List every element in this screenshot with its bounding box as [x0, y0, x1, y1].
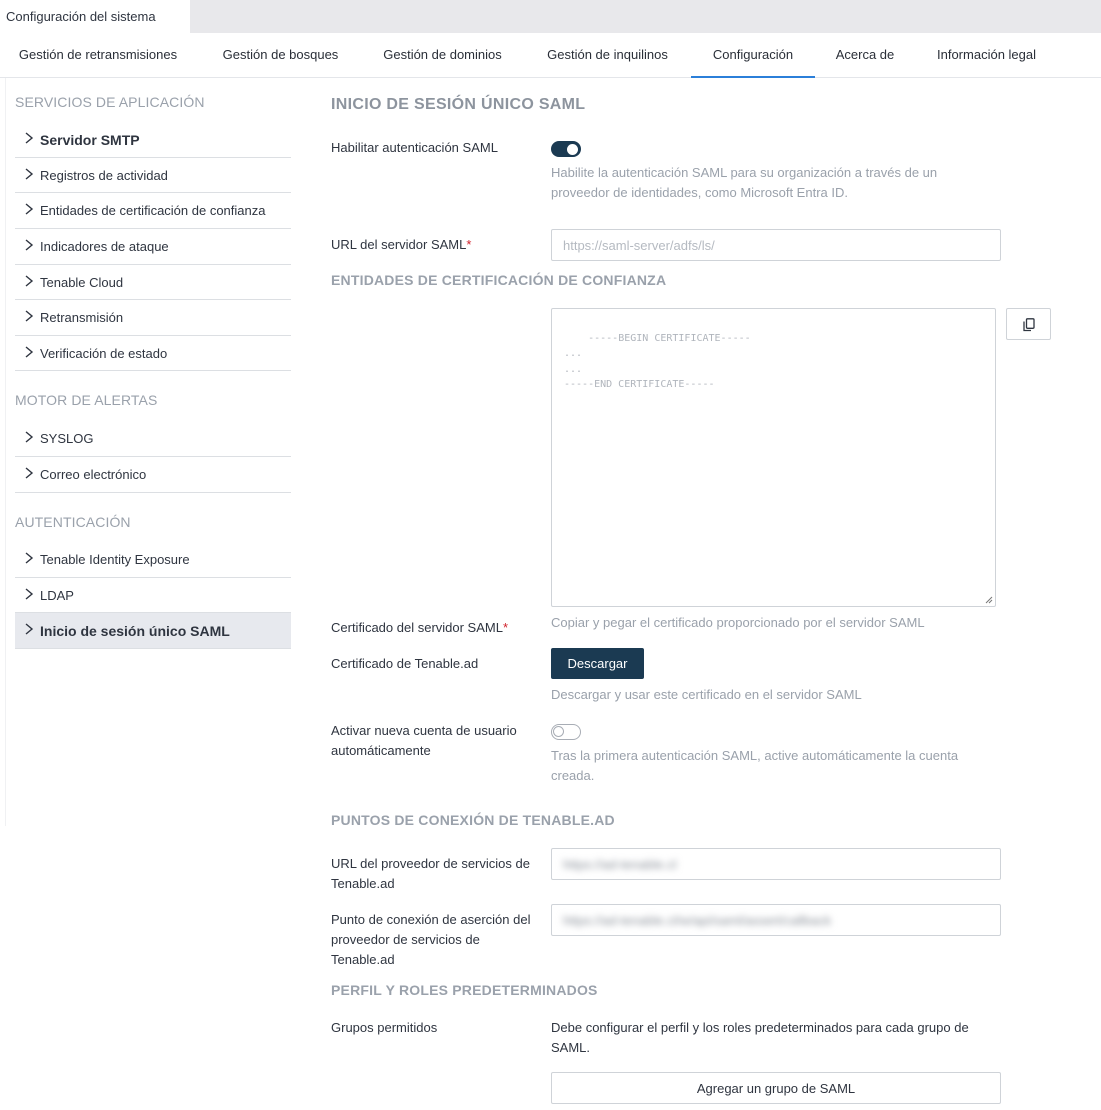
download-certificate-button[interactable]: Descargar	[551, 648, 644, 679]
trusted-cas-section-title: ENTIDADES DE CERTIFICACIÓN DE CONFIANZA	[331, 272, 667, 288]
auto-activate-label: Activar nueva cuenta de usuario automáticamente	[331, 723, 517, 758]
resize-grip-icon[interactable]	[985, 596, 993, 604]
sidebar-section-title: SERVICIOS DE APLICACIÓN	[15, 94, 205, 110]
toggle-knob	[567, 144, 578, 155]
tab-label: Configuración	[712, 47, 794, 62]
sidebar-item-activity-logs[interactable]	[15, 158, 291, 193]
tenable-certificate-help: Descargar y usar este certificado en el servidor SAML	[551, 687, 862, 702]
tab-label: Gestión de retransmisiones	[18, 47, 178, 62]
tab-label: Gestión de inquilinos	[547, 47, 668, 62]
label-text: Certificado del servidor SAML	[331, 620, 503, 635]
sidebar-item-label: Registros de actividad	[40, 168, 168, 183]
sidebar-item-saml-sso[interactable]	[15, 613, 291, 649]
sidebar-item-label: Tenable Cloud	[40, 275, 124, 290]
tab-label: Gestión de bosques	[222, 47, 339, 62]
chevron-right-icon	[23, 430, 35, 444]
input-value: https://ad-tenable.cl	[563, 857, 677, 872]
left-edge-divider	[0, 78, 6, 826]
sidebar-item-label: Servidor SMTP	[40, 132, 140, 148]
auto-activate-help: Tras la primera autenticación SAML, active automáticamente la cuenta creada.	[551, 748, 959, 783]
auto-activate-toggle[interactable]	[551, 724, 581, 740]
tab-configuration[interactable]	[691, 33, 815, 78]
sidebar-item-attack-indicators[interactable]	[15, 229, 291, 265]
sidebar-item-email[interactable]	[15, 457, 291, 493]
profile-roles-section-title: PERFIL Y ROLES PREDETERMINADOS	[331, 982, 598, 998]
chevron-right-icon	[23, 274, 35, 288]
sidebar-item-trusted-cas[interactable]	[15, 193, 291, 229]
input-value: https://ad-tenable.cl/w/api/saml/assert/callback	[563, 913, 832, 928]
enable-saml-help: Habilite la autenticación SAML para su organización a través de un proveedor de identidades, como Microsoft Entra ID.	[551, 165, 938, 200]
copy-certificate-button[interactable]	[1006, 308, 1051, 340]
endpoints-section-title: PUNTOS DE CONEXIÓN DE TENABLE.AD	[331, 812, 615, 828]
tab-label: Gestión de dominios	[383, 47, 502, 62]
textarea-placeholder: -----BEGIN CERTIFICATE----- ... ... -----END CERTIFICATE-----	[564, 332, 751, 390]
sidebar-item-label: SYSLOG	[40, 431, 94, 446]
acs-url-label: Punto de conexión de aserción del proveedor de servicios de Tenable.ad	[331, 912, 531, 967]
saml-certificate-label	[331, 618, 508, 638]
tab-label: Acerca de	[835, 47, 895, 62]
sidebar-item-label: LDAP	[40, 588, 74, 603]
sidebar-section-title: AUTENTICACIÓN	[15, 514, 131, 530]
top-nav	[0, 33, 1101, 78]
sidebar-item-ldap[interactable]	[15, 578, 291, 613]
tab-domain-management[interactable]	[367, 33, 518, 78]
tab-tenant-management[interactable]	[530, 33, 685, 78]
chevron-right-icon	[23, 202, 35, 216]
chevron-right-icon	[23, 238, 35, 252]
sidebar-item-label: Tenable Identity Exposure	[40, 552, 190, 567]
tab-legal-information[interactable]	[920, 33, 1053, 78]
sp-url-input[interactable]	[551, 848, 1001, 880]
sidebar-item-smtp-server[interactable]	[15, 122, 291, 158]
required-mark: *	[502, 620, 509, 635]
chevron-right-icon	[23, 551, 35, 565]
toggle-knob	[553, 726, 564, 737]
chevron-right-icon	[23, 345, 35, 359]
input-placeholder: https://saml-server/adfs/ls/	[563, 238, 715, 253]
window-title-tab[interactable]	[0, 0, 190, 33]
sidebar-item-label: Indicadores de ataque	[40, 239, 169, 254]
acs-url-input[interactable]	[551, 904, 1001, 936]
sidebar-item-syslog[interactable]	[15, 421, 291, 457]
chevron-right-icon	[23, 622, 35, 636]
page-title: INICIO DE SESIÓN ÚNICO SAML	[331, 96, 586, 113]
saml-certificate-textarea[interactable]	[551, 308, 996, 607]
enable-saml-toggle[interactable]	[551, 141, 581, 157]
sidebar-item-tenable-identity-exposure[interactable]	[15, 542, 291, 578]
allowed-groups-label: Grupos permitidos	[331, 1020, 438, 1035]
allowed-groups-help: Debe configurar el perfil y los roles predeterminados para cada grupo de SAML.	[551, 1020, 969, 1055]
tab-label: Información legal	[937, 47, 1036, 62]
add-saml-group-button[interactable]: Agregar un grupo de SAML	[551, 1072, 1001, 1104]
chevron-right-icon	[23, 167, 35, 181]
window-titlebar	[0, 0, 1101, 33]
label-text: URL del servidor SAML	[331, 237, 467, 252]
sidebar-item-label: Entidades de certificación de confianza	[40, 203, 266, 218]
saml-server-url-label	[331, 235, 471, 255]
enable-saml-label: Habilitar autenticación SAML	[331, 140, 498, 155]
window-title: Configuración del sistema	[6, 9, 156, 24]
sidebar-item-label: Inicio de sesión único SAML	[40, 623, 230, 639]
tenable-certificate-label: Certificado de Tenable.ad	[331, 656, 479, 671]
sidebar-item-relay[interactable]	[15, 300, 291, 336]
sidebar-item-label: Correo electrónico	[40, 467, 147, 482]
sidebar-item-health-check[interactable]	[15, 336, 291, 371]
copy-icon	[1023, 318, 1035, 332]
saml-certificate-help: Copiar y pegar el certificado proporcionado por el servidor SAML	[551, 615, 925, 630]
chevron-right-icon	[23, 587, 35, 601]
sp-url-label: URL del proveedor de servicios de Tenable.ad	[331, 856, 530, 891]
required-mark: *	[466, 237, 472, 252]
sidebar-item-label: Retransmisión	[40, 310, 124, 325]
tab-relay-management[interactable]	[0, 33, 196, 78]
sidebar-item-tenable-cloud[interactable]	[15, 265, 291, 300]
chevron-right-icon	[23, 309, 35, 323]
sidebar-item-label: Verificación de estado	[40, 346, 168, 361]
tab-about[interactable]	[826, 33, 904, 78]
sidebar-section-title: MOTOR DE ALERTAS	[15, 392, 158, 408]
chevron-right-icon	[23, 131, 35, 145]
saml-server-url-input[interactable]	[551, 229, 1001, 261]
tab-forest-management[interactable]	[207, 33, 354, 78]
chevron-right-icon	[23, 466, 35, 480]
